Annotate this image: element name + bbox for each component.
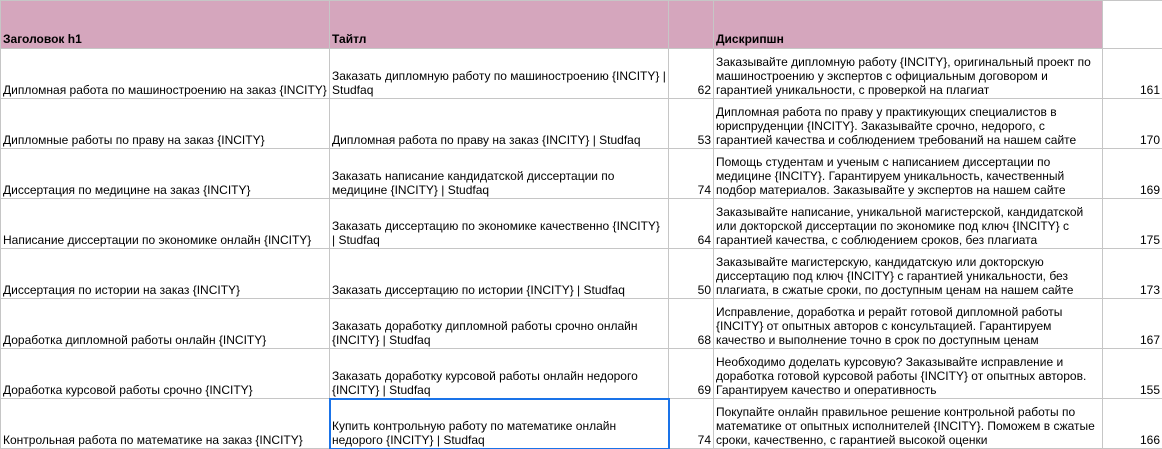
cell-description-length[interactable]: 175: [1103, 199, 1162, 249]
cell-title[interactable]: Заказать дипломную работу по машиностроению {INCITY} | Studfaq: [330, 49, 669, 99]
header-cell-description-length[interactable]: [1103, 1, 1162, 49]
cell-description[interactable]: Заказывайте дипломную работу {INCITY}, оригинальный проект по машиностроению у экспертов с официальным договором и гарантией уникальности, с проверкой на плагиат: [714, 49, 1103, 99]
header-cell-description[interactable]: Дискрипшн: [714, 1, 1103, 49]
table-row: [1, 49, 1162, 99]
cell-title-length[interactable]: 74: [669, 149, 714, 199]
header-cell-title[interactable]: Тайтл: [330, 1, 669, 49]
cell-title[interactable]: Заказать написание кандидатской диссертации по медицине {INCITY} | Studfaq: [330, 149, 669, 199]
cell-description-length[interactable]: 155: [1103, 349, 1162, 399]
table-row: [1, 299, 1162, 349]
cell-description[interactable]: Заказывайте магистерскую, кандидатскую или докторскую диссертацию под ключ {INCITY} с гарантией уникальности, без плагиата, в сжатые сроки, по доступным ценам на нашем сайте: [714, 249, 1103, 299]
header-row: [1, 1, 1162, 49]
cell-description[interactable]: Дипломная работа по праву у практикующих специалистов в юриспруденции {INCITY}. Заказывайте срочно, недорого, с гарантией качества и соблюдением требований на нашем сайте: [714, 99, 1103, 149]
table-row: [1, 99, 1162, 149]
cell-h1[interactable]: Доработка дипломной работы онлайн {INCITY}: [1, 299, 330, 349]
cell-h1[interactable]: Дипломная работа по машиностроению на заказ {INCITY}: [1, 49, 330, 99]
cell-description[interactable]: Заказывайте написание, уникальной магистерской, кандидатской или докторской диссертации по экономике под ключ {INCITY} с гарантией качества, с соблюдением сроков, без плагиата: [714, 199, 1103, 249]
cell-title-length[interactable]: 69: [669, 349, 714, 399]
cell-title[interactable]: Дипломная работа по праву на заказ {INCITY} | Studfaq: [330, 99, 669, 149]
cell-title[interactable]: Заказать диссертацию по экономике качественно {INCITY} | Studfaq: [330, 199, 669, 249]
table-row: [1, 199, 1162, 249]
table-row: [1, 249, 1162, 299]
cell-title-length[interactable]: 53: [669, 99, 714, 149]
cell-title-selected[interactable]: Купить контрольную работу по математике онлайн недорого {INCITY} | Studfaq: [330, 399, 669, 449]
cell-title-length[interactable]: 62: [669, 49, 714, 99]
cell-description[interactable]: Покупайте онлайн правильное решение контрольной работы по математике от опытных исполнителей {INCITY}. Поможем в сжатые сроки, качественно, с гарантией высокой оценки: [714, 399, 1103, 449]
table-row: [1, 349, 1162, 399]
cell-h1[interactable]: Диссертация по истории на заказ {INCITY}: [1, 249, 330, 299]
cell-title-length[interactable]: 74: [669, 399, 714, 449]
cell-description-length[interactable]: 170: [1103, 99, 1162, 149]
cell-description[interactable]: Исправление, доработка и рерайт готовой дипломной работы {INCITY} от опытных авторов с консультацией. Гарантируем качество и выполнение точно в срок по доступным ценам: [714, 299, 1103, 349]
cell-h1[interactable]: Дипломные работы по праву на заказ {INCITY}: [1, 99, 330, 149]
cell-description-length[interactable]: 173: [1103, 249, 1162, 299]
cell-description-length[interactable]: 166: [1103, 399, 1162, 449]
cell-title[interactable]: Заказать доработку курсовой работы онлайн недорого {INCITY} | Studfaq: [330, 349, 669, 399]
cell-h1[interactable]: Диссертация по медицине на заказ {INCITY}: [1, 149, 330, 199]
header-cell-h1[interactable]: Заголовок h1: [1, 1, 330, 49]
cell-title[interactable]: Заказать диссертацию по истории {INCITY} | Studfaq: [330, 249, 669, 299]
cell-title-length[interactable]: 64: [669, 199, 714, 249]
table-row: [1, 399, 1162, 449]
cell-description-length[interactable]: 161: [1103, 49, 1162, 99]
cell-description-length[interactable]: 167: [1103, 299, 1162, 349]
cell-description[interactable]: Помощь студентам и ученым с написанием диссертации по медицине {INCITY}. Гарантируем уникальность, качественный подбор материалов. Заказывайте у экспертов на нашем сайте: [714, 149, 1103, 199]
cell-description[interactable]: Необходимо доделать курсовую? Заказывайте исправление и доработка готовой курсовой работы {INCITY} от опытных авторов. Гарантируем качество и оперативность: [714, 349, 1103, 399]
cell-h1[interactable]: Контрольная работа по математике на заказ {INCITY}: [1, 399, 330, 449]
cell-h1[interactable]: Написание диссертации по экономике онлайн {INCITY}: [1, 199, 330, 249]
cell-h1[interactable]: Доработка курсовой работы срочно {INCITY}: [1, 349, 330, 399]
table-row: [1, 149, 1162, 199]
cell-title-length[interactable]: 50: [669, 249, 714, 299]
cell-title-length[interactable]: 68: [669, 299, 714, 349]
header-cell-title-length[interactable]: [669, 1, 714, 49]
cell-description-length[interactable]: 169: [1103, 149, 1162, 199]
cell-title[interactable]: Заказать доработку дипломной работы срочно онлайн {INCITY} | Studfaq: [330, 299, 669, 349]
